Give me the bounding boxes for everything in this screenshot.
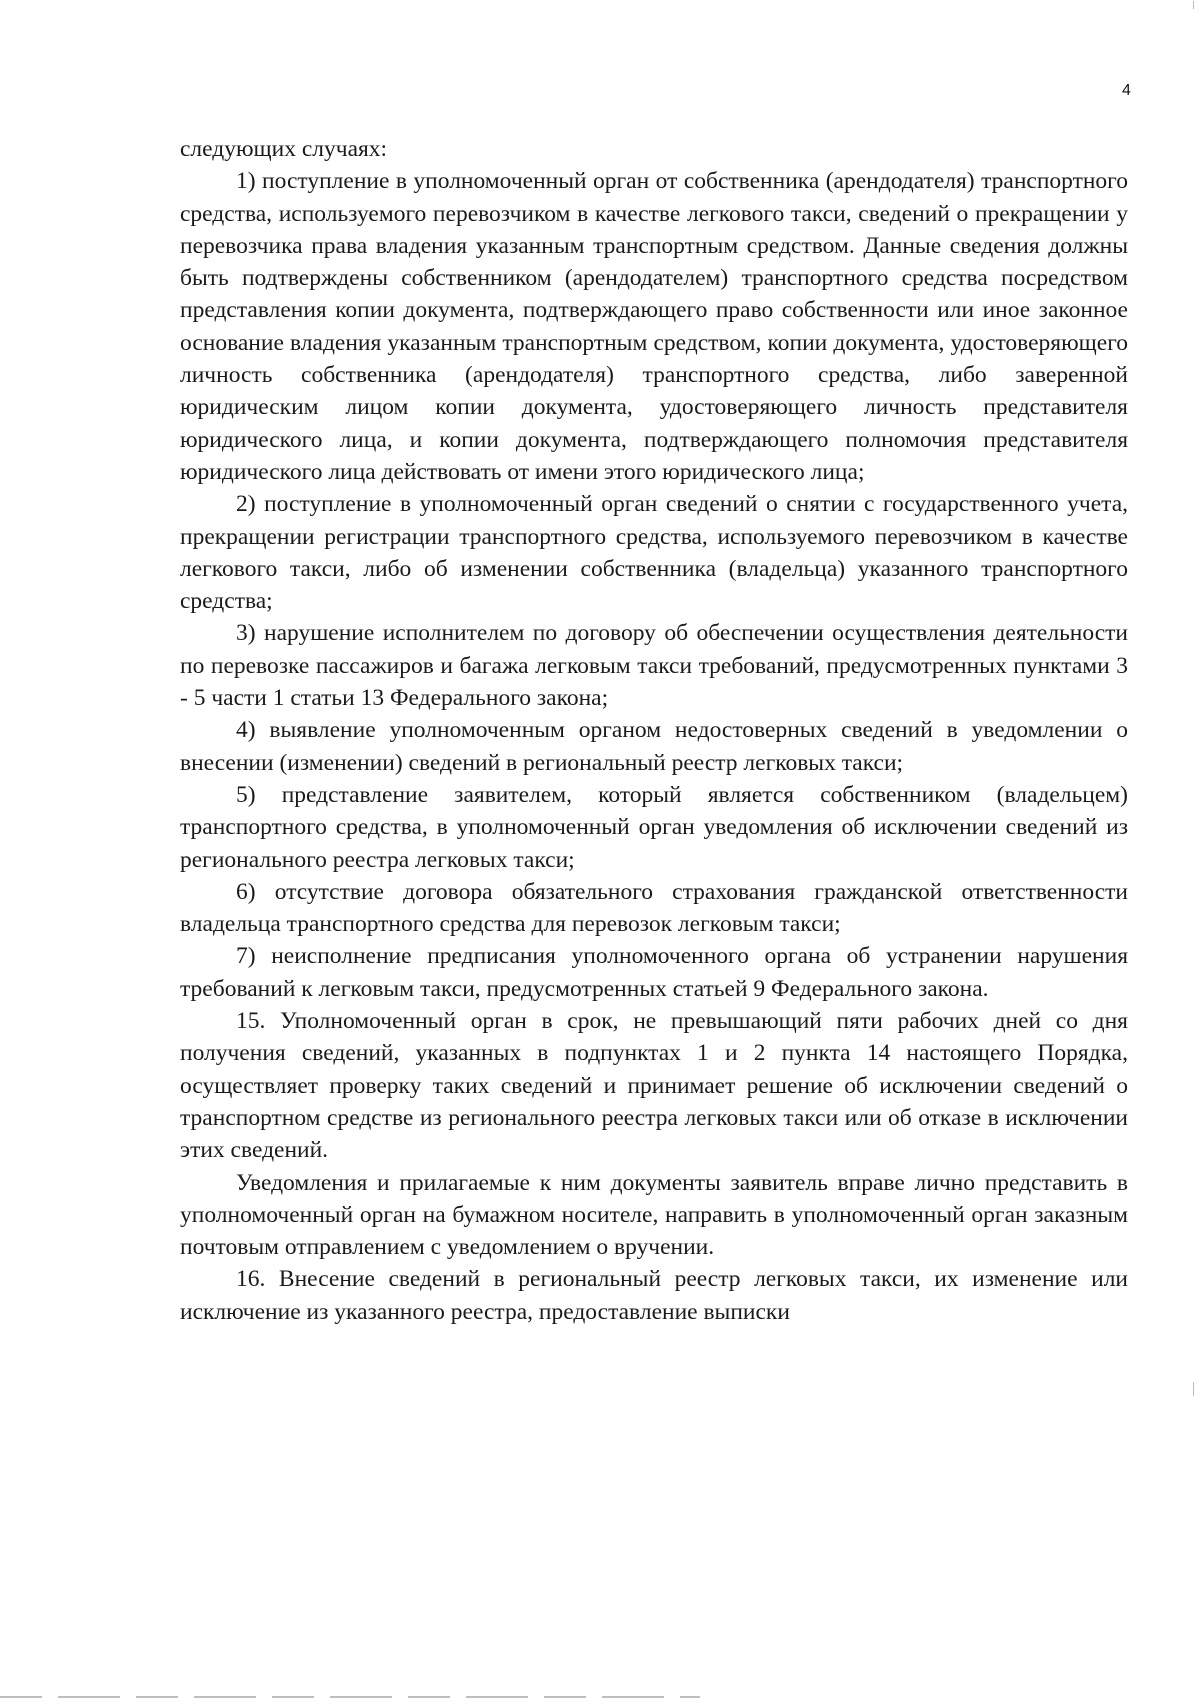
paragraph-item-4: 4) выявление уполномоченным органом недостоверных сведений в уведомлении о внесении (изменении) сведений в региональный реестр легковых такси;: [180, 717, 1128, 776]
paragraph-intro: следующих случаях:: [180, 136, 388, 162]
paragraph-item-2: 2) поступление в уполномоченный орган сведений о снятии с государственного учета, прекращении регистрации транспортного средства, используемого перевозчиком в качестве легкового такси, либо об изменении собственника (владельца) указанного транспортного средства;: [180, 491, 1128, 615]
paragraph-item-3: 3) нарушение исполнителем по договору об обеспечении осуществления деятельности по перевозке пассажиров и багажа легковым такси требований, предусмотренных пунктами 3 - 5 части 1 статьи 13 Федерального закона;: [180, 620, 1128, 712]
paragraph-section-16: 16. Внесение сведений в региональный реестр легковых такси, их изменение или исключение из указанного реестра, предоставление выписки: [180, 1266, 1128, 1325]
document-body: [180, 133, 1128, 1328]
page-number: 4: [1122, 82, 1131, 99]
scan-artifact-line: [0, 1696, 700, 1698]
scan-edge-mark-top: [1193, 1, 1194, 9]
paragraph-item-1: 1) поступление в уполномоченный орган от собственника (арендодателя) транспортного средства, используемого перевозчиком в качестве легкового такси, сведений о прекращении у перевозчика права владения указанным транспортным средством. Данные сведения должны быть подтверждены собственником (арендодателем) транспортного средства посредством представления копии документа, подтверждающего право собственности или иное законное основание владения указанным транспортным средством, копии документа, удостоверяющего личность собственника (арендодателя) транспортного средства, либо заверенной юридическим лицом копии документа, удостоверяющего личность представителя юридического лица, и копии документа, подтверждающего полномочия представителя юридического лица действовать от имени этого юридического лица;: [180, 168, 1128, 485]
paragraph-item-7: 7) неисполнение предписания уполномоченного органа об устранении нарушения требований к легковым такси, предусмотренных статьей 9 Федерального закона.: [180, 943, 1128, 1002]
paragraph-item-5: 5) представление заявителем, который является собственником (владельцем) транспортного средства, в уполномоченный орган уведомления об исключении сведений из регионального реестра легковых такси;: [180, 781, 1128, 873]
scan-edge-mark-bottom: [1193, 1382, 1194, 1396]
paragraph-notifications: Уведомления и прилагаемые к ним документы заявитель вправе лично представить в уполномоченный орган на бумажном носителе, направить в уполномоченный орган заказным почтовым отправлением с уведомлением о вручении.: [180, 1169, 1128, 1261]
paragraph-item-6: 6) отсутствие договора обязательного страхования гражданской ответственности владельца транспортного средства для перевозок легковым такси;: [180, 878, 1128, 938]
paragraph-section-15: 15. Уполномоченный орган в срок, не превышающий пяти рабочих дней со дня получения сведений, указанных в подпунктах 1 и 2 пункта 14 настоящего Порядка, осуществляет проверку таких сведений и принимает решение об исключении сведений о транспортном средстве из регионального реестра легковых такси или об отказе в исключении этих сведений.: [180, 1008, 1128, 1164]
